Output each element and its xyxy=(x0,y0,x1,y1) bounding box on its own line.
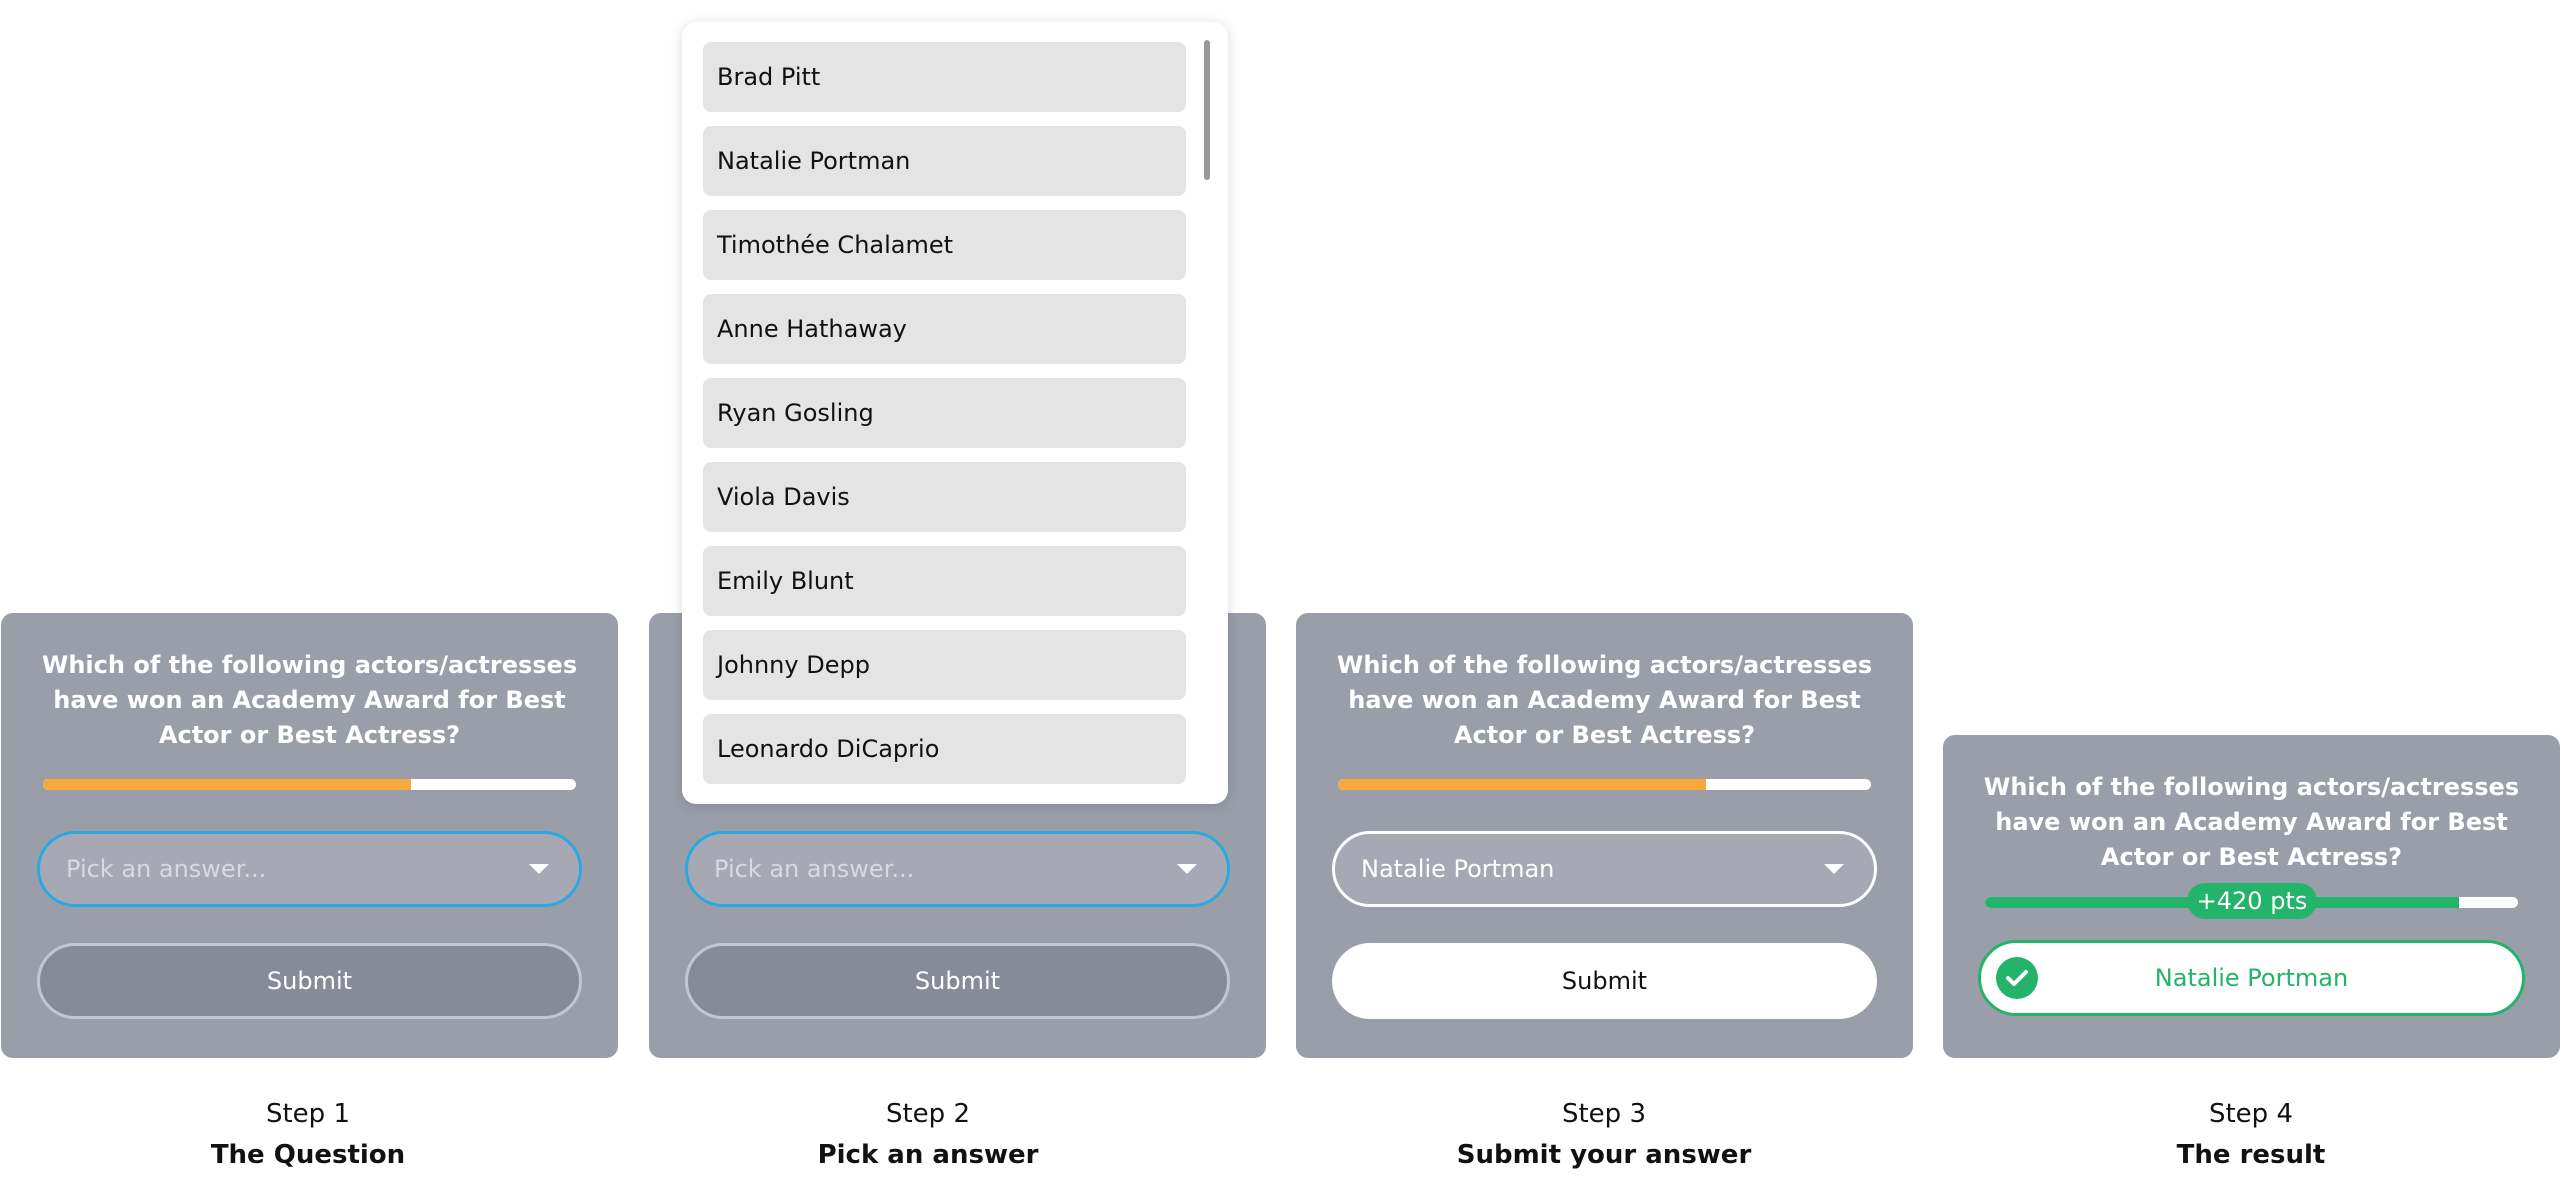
result-answer xyxy=(1978,940,2525,1016)
dropdown-option[interactable]: Natalie Portman xyxy=(703,126,1186,196)
step3-card xyxy=(1296,613,1913,1058)
select-placeholder: Pick an answer... xyxy=(66,855,267,883)
dropdown-option[interactable]: Anne Hathaway xyxy=(703,294,1186,364)
check-circle-icon xyxy=(1996,957,2038,999)
points-badge: +420 pts xyxy=(2187,883,2317,919)
answer-dropdown xyxy=(682,22,1228,804)
question-text: Which of the following actors/actresses have won an Academy Award for Best Actor or Best Actress? xyxy=(1336,651,1873,749)
dropdown-option[interactable]: Viola Davis xyxy=(703,462,1186,532)
submit-button[interactable]: Submit xyxy=(37,943,582,1019)
dropdown-option[interactable]: Johnny Depp xyxy=(703,630,1186,700)
question-text: Which of the following actors/actresses have won an Academy Award for Best Actor or Best Actress? xyxy=(1983,773,2520,871)
step2-title: Pick an answer xyxy=(817,1140,1039,1170)
step1-card xyxy=(1,613,618,1058)
dropdown-option[interactable]: Timothée Chalamet xyxy=(703,210,1186,280)
step2-label: Step 2 xyxy=(885,1099,970,1129)
dropdown-option[interactable]: Ryan Gosling xyxy=(703,378,1186,448)
dropdown-option[interactable]: Emily Blunt xyxy=(703,546,1186,616)
step3-label: Step 3 xyxy=(1561,1099,1646,1129)
answer-select[interactable] xyxy=(685,831,1230,907)
step3-title: Submit your answer xyxy=(1456,1140,1752,1170)
step1-title: The Question xyxy=(210,1140,406,1170)
dropdown-option[interactable]: Brad Pitt xyxy=(703,42,1186,112)
timer-bar-fill xyxy=(1338,779,1706,790)
timer-bar xyxy=(43,779,576,790)
step4-label: Step 4 xyxy=(2208,1099,2293,1129)
step4-card xyxy=(1943,735,2560,1058)
answer-select[interactable] xyxy=(37,831,582,907)
question-text: Which of the following actors/actresses have won an Academy Award for Best Actor or Best Actress? xyxy=(41,651,578,749)
timer-bar-fill xyxy=(43,779,411,790)
chevron-down-icon xyxy=(1177,864,1197,874)
submit-button[interactable]: Submit xyxy=(1332,943,1877,1019)
dropdown-option[interactable]: Leonardo DiCaprio xyxy=(703,714,1186,784)
answer-select[interactable] xyxy=(1332,831,1877,907)
step4-title: The result xyxy=(2176,1140,2326,1170)
submit-button[interactable]: Submit xyxy=(685,943,1230,1019)
result-answer-text: Natalie Portman xyxy=(2154,964,2349,992)
chevron-down-icon xyxy=(1824,864,1844,874)
timer-bar xyxy=(1338,779,1871,790)
chevron-down-icon xyxy=(529,864,549,874)
dropdown-scrollbar[interactable] xyxy=(1204,40,1210,180)
select-value: Natalie Portman xyxy=(1361,855,1555,883)
select-placeholder: Pick an answer... xyxy=(714,855,915,883)
step1-label: Step 1 xyxy=(265,1099,350,1129)
